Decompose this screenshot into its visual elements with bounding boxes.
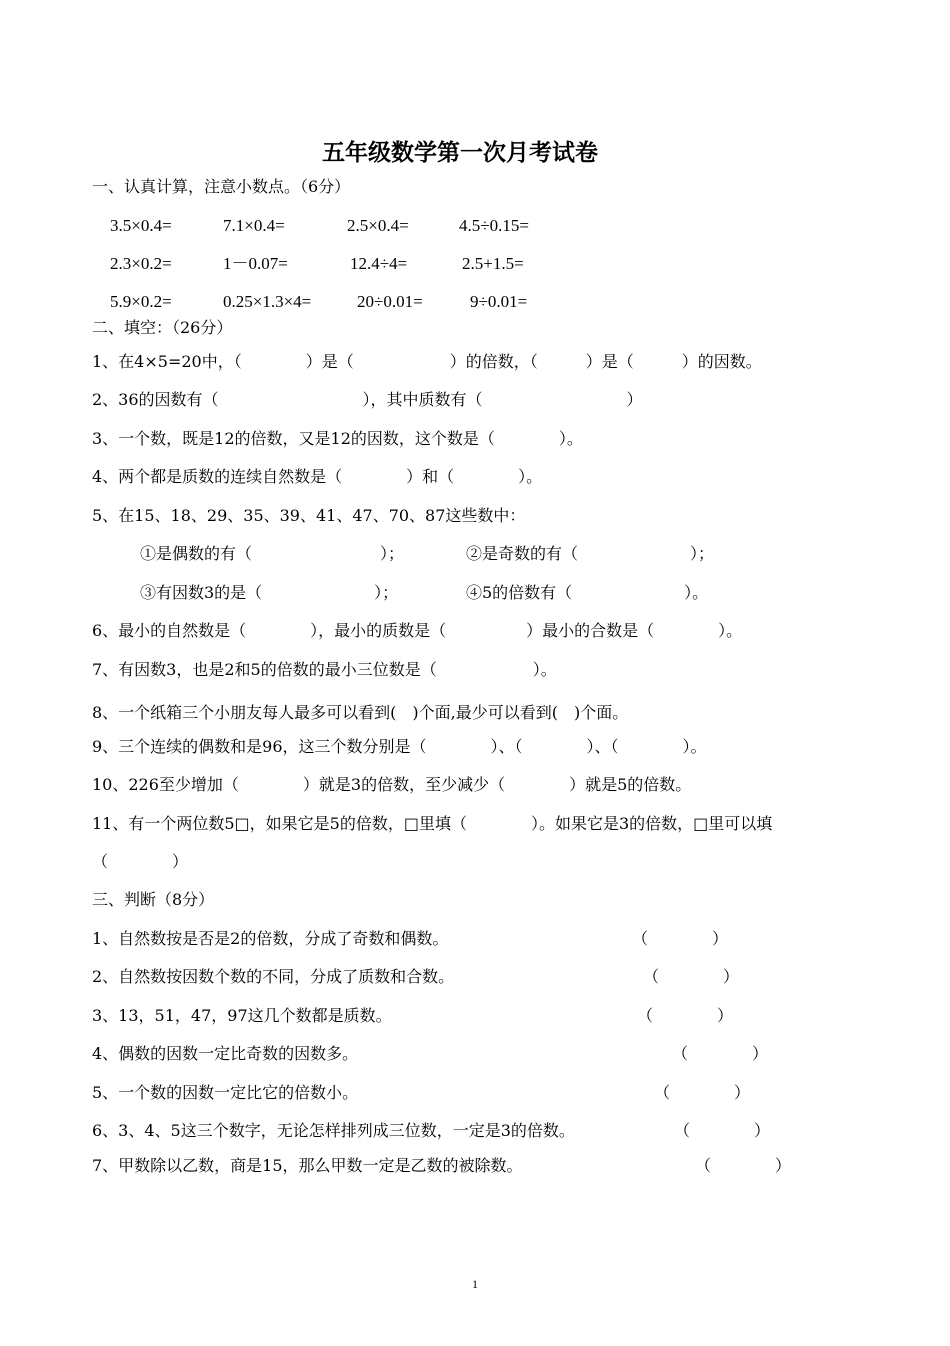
calc-3-3: 20÷0.01= xyxy=(357,292,423,311)
calc-1-3: 2.5×0.4= xyxy=(347,216,409,235)
fill-question-5c: ③有因数3的是（ ）； xyxy=(140,583,399,602)
section-1-heading: 一、认真计算，注意小数点。（6分） xyxy=(92,177,351,196)
judge-bracket-2: （ ） xyxy=(643,967,740,986)
judge-bracket-4: （ ） xyxy=(672,1044,769,1063)
fill-question-2: 2、36的因数有（ ），其中质数有（ ） xyxy=(92,390,643,409)
fill-question-8: 8、一个纸箱三个小朋友每人最多可以看到( )个面,最少可以看到( )个面。 xyxy=(92,703,629,722)
fill-question-9: 9、三个连续的偶数和是96，这三个数分别是（ ）、（ ）、（ ）。 xyxy=(92,737,707,756)
fill-question-5d: ④5的倍数有（ ）。 xyxy=(466,583,709,602)
judge-item-7: 7、甲数除以乙数，商是15，那么甲数一定是乙数的被除数。 xyxy=(92,1156,523,1175)
calc-3-2: 0.25×1.3×4= xyxy=(223,292,312,311)
calc-3-4: 9÷0.01= xyxy=(470,292,528,311)
fill-question-11-continued: （ ） xyxy=(92,852,189,871)
judge-item-1: 1、自然数按是否是2的倍数，分成了奇数和偶数。 xyxy=(92,929,449,948)
section-2-heading: 二、填空：（26分） xyxy=(92,318,233,337)
fill-question-10: 10、226至少增加（ ）就是3的倍数，至少减少（ ）就是5的倍数。 xyxy=(92,775,692,794)
calc-3-1: 5.9×0.2= xyxy=(110,292,172,311)
judge-item-3: 3、13，51，47，97这几个数都是质数。 xyxy=(92,1006,392,1025)
calc-1-1: 3.5×0.4= xyxy=(110,216,172,235)
fill-question-11: 11、有一个两位数5□，如果它是5的倍数，□里填（ ）。如果它是3的倍数，□里可以填 xyxy=(92,814,773,833)
page-title: 五年级数学第一次月考试卷 xyxy=(322,139,598,166)
fill-question-6: 6、最小的自然数是（ ），最小的质数是（ ）最小的合数是（ ）。 xyxy=(92,621,743,640)
judge-bracket-5: （ ） xyxy=(654,1083,751,1102)
fill-question-5: 5、在15、18、29、35、39、41、47、70、87这些数中： xyxy=(92,506,526,525)
calc-2-2: 1－0.07= xyxy=(223,254,288,273)
fill-question-5b: ②是奇数的有（ ）； xyxy=(466,544,715,563)
judge-item-4: 4、偶数的因数一定比奇数的因数多。 xyxy=(92,1044,359,1063)
judge-bracket-7: （ ） xyxy=(695,1156,792,1175)
calc-2-4: 2.5+1.5= xyxy=(462,254,524,273)
fill-question-5a: ①是偶数的有（ ）； xyxy=(140,544,405,563)
fill-question-7: 7、有因数3，也是2和5的倍数的最小三位数是（ ）。 xyxy=(92,660,557,679)
judge-item-5: 5、一个数的因数一定比它的倍数小。 xyxy=(92,1083,359,1102)
judge-bracket-1: （ ） xyxy=(632,929,729,948)
judge-bracket-6: （ ） xyxy=(674,1121,771,1140)
fill-question-3: 3、一个数，既是12的倍数，又是12的因数，这个数是（ ）。 xyxy=(92,429,583,448)
section-3-heading: 三、判断（8分） xyxy=(92,890,215,909)
calc-1-2: 7.1×0.4= xyxy=(223,216,285,235)
calc-1-4: 4.5÷0.15= xyxy=(459,216,529,235)
calc-2-3: 12.4÷4= xyxy=(350,254,408,273)
judge-item-6: 6、3、4、5这三个数字，无论怎样排列成三位数，一定是3的倍数。 xyxy=(92,1121,575,1140)
judge-item-2: 2、自然数按因数个数的不同，分成了质数和合数。 xyxy=(92,967,455,986)
page-number: 1 xyxy=(472,1277,478,1291)
fill-question-4: 4、两个都是质数的连续自然数是（ ）和（ ）。 xyxy=(92,467,543,486)
fill-question-1: 1、在4×5=20中，（ ）是（ ）的倍数，（ ）是（ ）的因数。 xyxy=(92,352,762,371)
judge-bracket-3: （ ） xyxy=(637,1006,734,1025)
calc-2-1: 2.3×0.2= xyxy=(110,254,172,273)
